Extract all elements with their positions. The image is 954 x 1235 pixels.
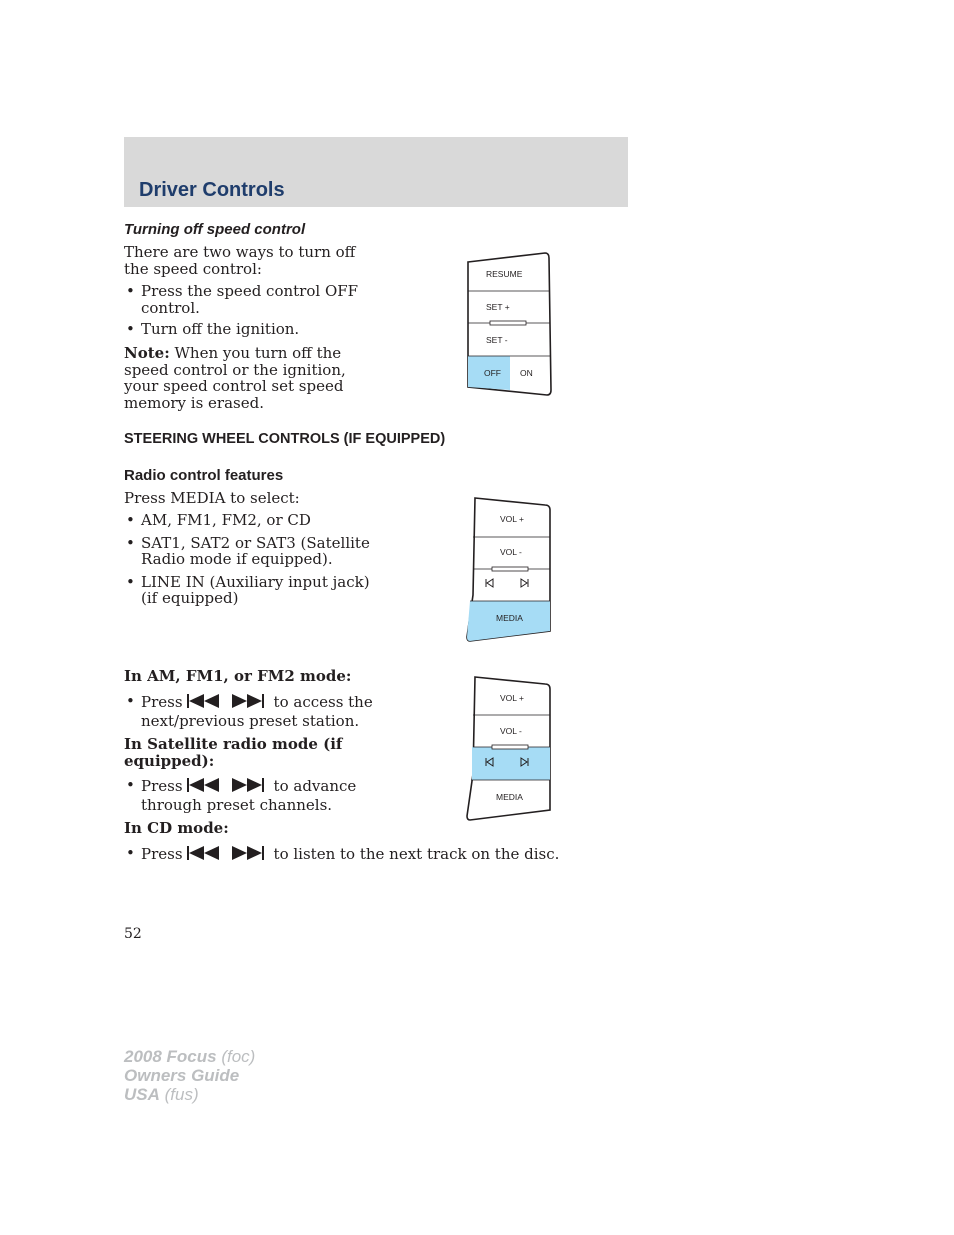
radio-features-subheading: Radio control features <box>124 467 284 484</box>
list-item: • Press to access the next/previous preset station. <box>126 692 373 730</box>
off-label: OFF <box>484 368 501 378</box>
am-fm-heading: In AM, FM1, or FM2 mode: <box>124 667 352 685</box>
vol-plus-label: VOL + <box>500 514 525 524</box>
seek-row-highlight <box>472 747 550 780</box>
list-item: • Turn off the ignition. <box>126 320 300 338</box>
cd-heading: In CD mode: <box>124 819 229 837</box>
list-item: • AM, FM1, FM2, or CD <box>126 511 311 529</box>
speed-off-note <box>124 345 384 411</box>
footer-model: 2008 Focus <box>124 1047 217 1066</box>
vol-minus-label: VOL - <box>500 726 522 736</box>
swc-list <box>124 512 379 607</box>
seek-buttons-icon <box>185 845 266 865</box>
cd-item <box>124 845 574 865</box>
list-item: • LINE IN (Auxiliary input jack) (if equipped) <box>126 572 370 607</box>
radio-controls-diagram-seek <box>465 674 555 824</box>
footer-guide: Owners Guide <box>124 1066 240 1085</box>
on-label: ON <box>520 368 533 378</box>
speed-off-heading: Turning off speed control <box>124 221 306 238</box>
list-item: • SAT1, SAT2 or SAT3 (Satellite Radio mode if equipped). <box>126 533 370 568</box>
media-label: MEDIA <box>496 613 523 623</box>
section-title: Driver Controls <box>139 179 285 201</box>
list-item: • Press to advance through preset channels. <box>126 776 357 814</box>
media-label: MEDIA <box>496 792 523 802</box>
seek-buttons-icon <box>185 693 266 713</box>
footer-imprint <box>124 1047 255 1104</box>
am-fm-item <box>124 693 384 729</box>
speed-control-switch-diagram <box>465 250 555 400</box>
section-header-band <box>124 137 628 207</box>
set-minus-label: SET - <box>486 335 508 345</box>
satellite-heading: In Satellite radio mode (if equipped): <box>124 735 343 770</box>
footer-region: USA <box>124 1085 160 1104</box>
speed-off-intro: There are two ways to turn off the speed control: <box>124 243 356 278</box>
set-plus-label: SET + <box>486 302 510 312</box>
page-number: 52 <box>124 926 142 942</box>
list-item: • Press to listen to the next track on the disc. <box>126 844 560 863</box>
vol-minus-label: VOL - <box>500 547 522 557</box>
footer-model-code: (foc) <box>221 1047 256 1066</box>
radio-controls-diagram-media <box>465 495 555 645</box>
footer-region-code: (fus) <box>164 1085 199 1104</box>
note-label: Note: <box>124 344 170 362</box>
list-item: • Press the speed control OFF control. <box>126 282 359 317</box>
note-text: When you turn off the speed control or the ignition, your speed control set speed memory is erased. <box>124 344 346 412</box>
swc-heading: STEERING WHEEL CONTROLS (IF EQUIPPED) <box>124 431 446 447</box>
resume-label: RESUME <box>486 269 523 279</box>
seek-buttons-icon <box>185 777 266 797</box>
swc-intro: Press MEDIA to select: <box>124 489 300 507</box>
speed-off-list <box>124 283 374 338</box>
vol-plus-label: VOL + <box>500 693 525 703</box>
satellite-item <box>124 777 369 813</box>
